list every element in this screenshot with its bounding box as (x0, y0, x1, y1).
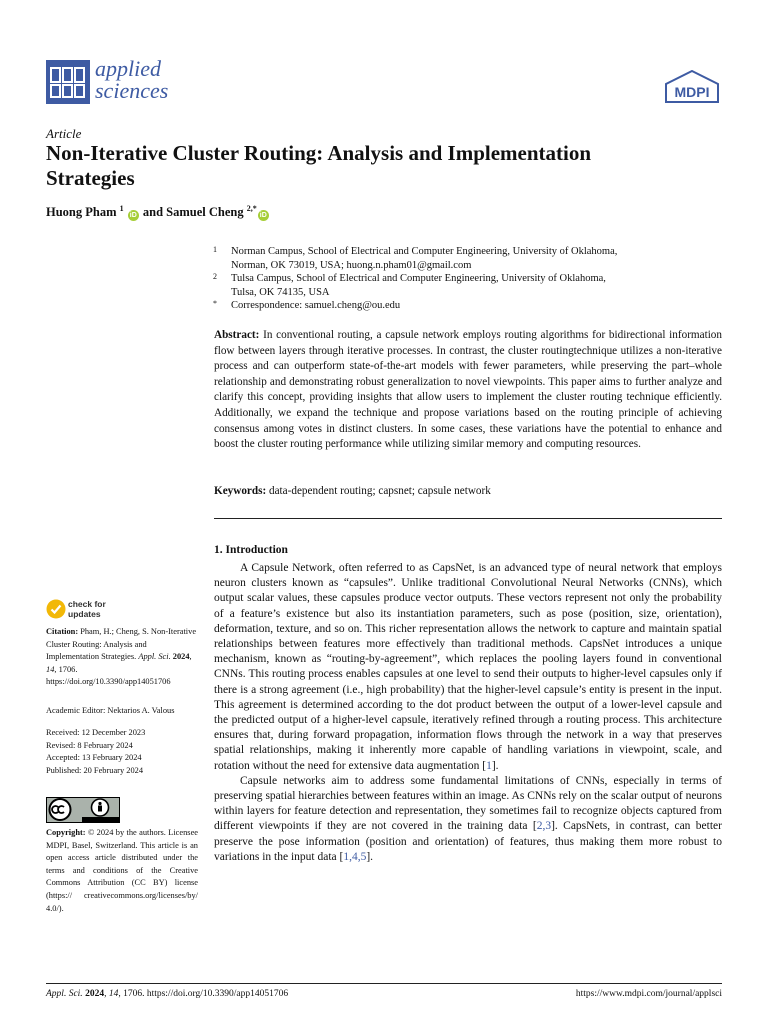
keywords-label: Keywords: (214, 485, 267, 497)
orcid-icon[interactable]: iD (129, 212, 137, 220)
publication-dates (46, 727, 198, 777)
publisher-name: MDPI (674, 84, 710, 100)
revised-date: Revised: 8 February 2024 (46, 740, 133, 750)
author-name[interactable]: Huong Pham (46, 205, 117, 220)
footer-divider (46, 983, 722, 984)
affiliation-marker: 1 (119, 204, 124, 213)
academic-editor: Academic Editor: Nektarios A. Valous (46, 706, 175, 715)
paragraph: A Capsule Network, often referred to as CapsNet, is an advanced type of neural network that employs neuron clusters known as “capsules”. Unlike traditional Convolutional Neural Networks (CNNs), which output scalar values, these capsules produce vector outputs. These vectors represent not only the probability of a feature’s existence but also its instantiation parameters, such as pose (position, size, orientation), deformation, texture, and so on. This richer representation allows the network to capture and maintain spatial relationships between features more effectively than traditional methods. CapsNet introduces a unique mechanism, known as “routing-by-agreement”, which replaces the pooling layers found in conventional CNNs. This routing process enables capsules at one level to send their outputs to higher-level capsules only if there is a strong agreement (i.e., high probability) that the higher-level capsule’s entity is present in the input. This agreement is determined according to the dot product between the output of a lower-level capsule and the predicted output of a higher-level capsule, iteratively refined through a routing process. This architecture ensures that, during forward propagation, information flows through the network in a way that preserves spatial relationships, making it inherently more capable of handling variations in viewpoint, scale, and rotation without the need for extensive data augmentation [1]. (214, 562, 722, 772)
author-name[interactable]: Samuel Cheng (166, 205, 244, 220)
affiliations (213, 245, 713, 313)
citation-block: Citation: Pham, H.; Cheng, S. Non-Iterative Cluster Routing: Analysis and Implementation Strategies. Appl. Sci. 2024, 14, 1706. https://doi.org/10.3390/app14051706 (46, 627, 197, 687)
check-for-updates-label[interactable]: check for updates (68, 599, 106, 619)
journal-url-link[interactable]: https://www.mdpi.com/journal/applsci (575, 989, 722, 999)
author-list (46, 204, 270, 221)
author-separator: and (142, 205, 164, 220)
accepted-date: Accepted: 13 February 2024 (46, 753, 142, 763)
published-date: Published: 20 February 2024 (46, 765, 144, 775)
footer-citation: Appl. Sci. 2024, 14, 1706. https://doi.org/10.3390/app14051706 (46, 989, 289, 999)
abstract-label: Abstract: (214, 329, 260, 341)
body-text (214, 561, 722, 865)
keywords-text: data-dependent routing; capsnet; capsule network (269, 485, 491, 497)
journal-logo-icon (46, 60, 90, 104)
citation-link[interactable]: 1 (486, 759, 492, 772)
article-title: Non-Iterative Cluster Routing: Analysis and Implementation Strategies (46, 141, 592, 190)
mdpi-logo-icon (664, 70, 720, 104)
affiliation-item: 1 Norman Campus, School of Electrical and Computer Engineering, University of Oklahoma, Norman, OK 73019, USA; huong.n.pham01@gmail.com (213, 245, 618, 271)
correspondence: * Correspondence: samuel.cheng@ou.edu (213, 299, 401, 311)
cc-by-license-icon[interactable] (46, 797, 120, 823)
journal-name: applied sciences (95, 56, 169, 103)
section-heading: 1. Introduction (214, 544, 288, 556)
citation-link[interactable]: 2,3 (536, 820, 552, 833)
affiliation-item: 2 Tulsa Campus, School of Electrical and Computer Engineering, University of Oklahoma, Tulsa, OK 74135, USA (213, 272, 606, 298)
check-for-updates-icon[interactable] (46, 599, 66, 619)
article-type: Article (46, 126, 82, 141)
abstract-text: In conventional routing, a capsule network employs routing algorithms for bidirectional information flow between layers through iterative processes. In contrast, the cluster routingtechnique utilizes a non-iterative process and can outperform state-of-the-art models with fewer parameters, while preserving the part–whole relationship and demonstrating robust generalization to novel viewpoints. This paper aims to further analyze and clarify this concept, providing insights that allow users to implement the cluster routing technique efficiently. Additionally, we expand the technique and propose variations based on the routing principle of achieving consensus among votes in distinct clusters. In some cases, these variations have the potential to enhance and boost the cluster routing performance while utilizing similar memory and computing resources. (214, 329, 722, 451)
abstract (214, 328, 722, 453)
paragraph: Capsule networks aim to address some fundamental limitations of CNNs, especially in terms of preserving spatial hierarchies between features within an image. As CNNs rely on the scalar output of neurons within layers for feature detection and representation, they sometimes fail to recognize objects captured from different viewpoints if they are not covered in the training data [2,3]. CapsNets, in contrast, can better preserve the pose information (position and orientation) of features, thus making them more robust to variations in the input data [1,4,5]. (214, 774, 722, 863)
copyright-notice: Copyright: © 2024 by the authors. Licensee MDPI, Basel, Switzerland. This article is an open access article distributed under the terms and conditions of the Creative Commons Attribution (CC BY) license (https:// creativecommons.org/licenses/by/ 4.0/). (46, 828, 198, 913)
keywords (214, 485, 722, 497)
orcid-icon[interactable]: iD (259, 212, 267, 220)
divider (214, 518, 722, 519)
received-date: Received: 12 December 2023 (46, 728, 146, 737)
affiliation-marker: 2,* (246, 204, 257, 213)
citation-link[interactable]: 1,4,5 (343, 850, 367, 863)
